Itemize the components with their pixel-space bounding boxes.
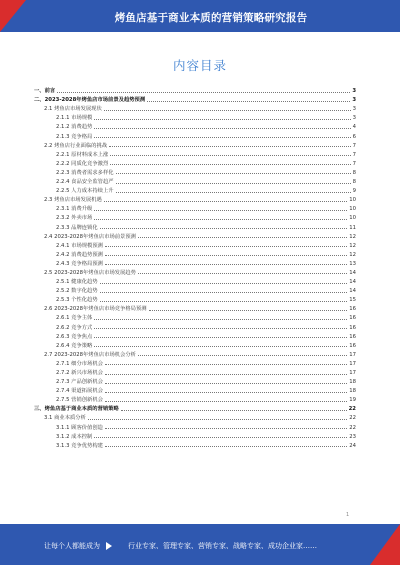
toc-entry-label: 2.4.3 竞争格局预测 [56,260,103,267]
toc-entry-label: 2.6.4 竞争策略 [56,342,93,349]
toc-entry[interactable] [34,294,356,303]
toc-entry[interactable] [34,403,356,412]
toc-entry-label: 3.1.1 顾客价值创造 [56,424,103,431]
toc-dot-leader [94,437,347,438]
toc-dot-leader [104,201,347,202]
page-header [0,0,400,32]
toc-entry-label: 2.1.3 竞争格局 [56,133,93,140]
toc-entry-label: 2.2.4 食品安全监管趋严 [56,179,114,186]
toc-entry-page: 22 [348,406,356,413]
toc-dot-leader [105,446,347,447]
toc-entry-page: 10 [349,206,356,213]
toc-dot-leader [138,273,347,274]
toc-entry[interactable] [34,331,356,340]
toc-entry-page: 16 [349,342,356,349]
toc-entry-page: 12 [349,251,356,258]
toc-entry-label: 2.7.4 渠道拓展机会 [56,388,103,395]
toc-entry[interactable] [34,312,356,321]
toc-entry-page: 12 [349,242,356,249]
toc-entry-label: 2.7.3 产品创新机会 [56,379,103,386]
toc-entry-label: 二、2023-2028年烤鱼店市场前景及趋势预测 [34,97,146,104]
toc-entry-page: 3 [352,115,356,122]
report-title: 烤鱼店基于商业本质的营销策略研究报告 [114,12,308,24]
toc-entry-label: 2.4 2023-2028年烤鱼店市场前景预测 [44,233,136,240]
toc-entry[interactable] [34,258,356,267]
toc-entry[interactable] [34,194,356,203]
toc-entry-page: 9 [352,188,356,195]
toc-dot-leader [105,428,347,429]
toc-dot-leader [105,374,347,375]
toc-dot-leader [94,346,347,347]
toc-entry[interactable] [34,303,356,312]
toc-entry-page: 22 [349,424,356,431]
toc-entry[interactable] [34,203,356,212]
toc-entry[interactable] [34,376,356,385]
toc-entry-label: 3.1.2 成本控制 [56,433,93,440]
toc-entry[interactable] [34,176,356,185]
page-footer [0,524,400,565]
toc-entry-label: 2.1 烤鱼店市场发展现状 [44,106,102,113]
toc-dot-leader [121,410,347,411]
toc-dot-leader [138,237,347,238]
toc-entry-label: 2.5.2 数字化趋势 [56,288,98,295]
toc-entry[interactable] [34,267,356,276]
toc-entry-page: 3 [352,106,356,113]
toc-dot-leader [94,328,347,329]
toc-entry-label: 2.7.5 营销创新机会 [56,397,103,404]
toc-dot-leader [104,110,351,111]
toc-dot-leader [105,246,347,247]
toc-entry-label: 三、烤鱼店基于商业本质的营销策略 [34,406,119,413]
toc-entry[interactable] [34,431,356,440]
toc-entry-label: 2.2.5 人力成本持续上升 [56,188,114,195]
toc-dot-leader [94,210,347,211]
toc-entry-page: 22 [349,415,356,422]
toc-entry[interactable] [34,212,356,221]
toc-entry[interactable] [34,185,356,194]
toc-dot-leader [105,392,347,393]
toc-entry-page: 7 [352,151,356,158]
toc-entry-label: 2.4.2 消费趋势预测 [56,251,103,258]
toc-entry-label: 2.6.2 竞争方式 [56,324,93,331]
toc-entry-label: 2.5.1 健康化趋势 [56,279,98,286]
header-red-corner [0,0,26,32]
toc-entry-page: 3 [352,97,356,104]
toc-heading: 内容目录 [172,58,227,73]
toc-entry-page: 16 [349,306,356,313]
toc-entry-label: 3.1.3 竞争优势构建 [56,442,103,449]
toc-entry-page: 23 [349,433,356,440]
toc-entry-label: 2.7.1 细分市场机会 [56,360,103,367]
toc-dot-leader [94,219,347,220]
toc-dot-leader [147,101,350,102]
toc-entry-page: 17 [349,370,356,376]
toc-entry-label: 2.2.1 原材料成本上涨 [56,151,109,158]
footer-slogan-roles: 行业专家、管理专家、营销专家、战略专家、成功企业家…… [128,542,317,550]
toc-entry-label: 2.5 2023-2028年烤鱼店市场发展趋势 [44,269,136,276]
toc-entry-label: 2.2 烤鱼店行业面临的挑战 [44,142,108,149]
toc-dot-leader [88,419,347,420]
toc-entry-page: 14 [349,279,356,286]
toc-entry-page: 19 [349,397,356,404]
toc-entry-label: 2.3.2 外卖市场 [56,215,93,222]
toc-dot-leader [94,137,350,138]
toc-entry[interactable] [34,394,356,403]
toc-entry-label: 2.6.1 竞争主体 [56,315,93,322]
toc-entry-label: 2.2.2 同质化竞争激烈 [56,160,109,167]
toc-entry[interactable] [34,276,356,285]
toc-entry-label: 2.3 烤鱼店市场发展机遇 [44,197,102,204]
toc-entry-label: 2.1.1 市场规模 [56,115,93,122]
footer-slogan-lead: 让每个人都能成为 [44,542,100,550]
toc-entry-label: 2.6 2023-2028年烤鱼店市场竞争格局预测 [44,306,147,313]
toc-dot-leader [116,183,351,184]
toc-entry[interactable] [34,385,356,394]
toc-dot-leader [94,337,347,338]
toc-entry[interactable] [34,85,356,94]
toc-entry[interactable] [34,249,356,258]
toc-dot-leader [116,192,351,193]
toc-dot-leader [94,128,350,129]
toc-entry-page: 10 [349,215,356,222]
footer-red-triangle [370,524,400,565]
arrow-right-icon [106,542,112,550]
toc-entry-page: 18 [349,379,356,386]
toc-entry-page: 15 [349,297,356,304]
footer-slogan [44,541,317,551]
toc-entry[interactable] [34,112,356,121]
toc-entry-page: 13 [349,260,356,267]
toc-entry-page: 17 [349,351,356,358]
toc-entry[interactable] [34,149,356,158]
toc-entry-label: 2.5.3 个性化趋势 [56,297,98,304]
toc-entry-page: 17 [349,360,356,367]
toc-entry-page: 7 [352,160,356,167]
toc-dot-leader [110,164,350,165]
toc-entry-page: 7 [352,142,356,149]
toc-entry[interactable] [34,340,356,349]
toc-entry-label: 2.4.1 市场规模预测 [56,242,103,249]
toc-entry-page: 11 [349,224,356,231]
toc-entry-label: 2.7.2 新兴市场机会 [56,370,103,376]
toc-entry-page: 12 [349,233,356,240]
page-number: 1 [346,512,350,518]
toc-entry-page: 10 [349,197,356,204]
toc-entry[interactable] [34,358,356,367]
toc-dot-leader [105,383,347,384]
toc-entry[interactable] [34,285,356,294]
toc-entry[interactable] [34,158,356,167]
toc-dot-leader [94,319,347,320]
toc-dot-leader [110,155,350,156]
toc-entry-label: 2.2.3 消费者需求多样化 [56,169,114,176]
toc-entry[interactable] [34,367,356,376]
toc-entry[interactable] [34,121,356,130]
toc-entry[interactable] [34,130,356,139]
toc-dot-leader [105,264,347,265]
toc-entry[interactable] [34,412,356,421]
toc-entry[interactable] [34,440,356,449]
toc-dot-leader [57,92,350,93]
toc-dot-leader [116,173,351,174]
toc-entry-label: 2.1.2 消费趋势 [56,124,93,131]
toc-entry-page: 3 [352,88,356,95]
toc-dot-leader [100,292,348,293]
toc-entry-page: 14 [349,269,356,276]
toc-entry-page: 14 [349,288,356,295]
toc-entry-page: 4 [352,124,356,131]
toc-entry-page: 6 [352,133,356,140]
toc-entry-label: 2.3.3 品牌连锁化 [56,224,98,231]
toc-dot-leader [100,228,348,229]
toc-entry[interactable] [34,167,356,176]
toc-dot-leader [138,355,347,356]
toc-entry-page: 8 [352,179,356,186]
toc-entry-page: 8 [352,169,356,176]
toc-entry-label: 3.1 商业本质分析 [44,415,86,422]
toc-entry[interactable] [34,421,356,430]
toc-entry-page: 24 [349,442,356,449]
toc-dot-leader [109,146,351,147]
toc-dot-leader [105,401,347,402]
toc-entry[interactable] [34,349,356,358]
toc-dot-leader [100,283,348,284]
toc-dot-leader [149,310,348,311]
toc-entry[interactable] [34,231,356,240]
toc-entry-label: 一、前言 [34,88,56,95]
toc-entry[interactable] [34,240,356,249]
toc-entry[interactable] [34,140,356,149]
toc-entry-page: 16 [349,333,356,340]
toc-entry-label: 2.7 2023-2028年烤鱼店市场机会分析 [44,351,136,358]
toc-dot-leader [105,364,347,365]
toc-entry[interactable] [34,321,356,330]
toc-entry-page: 16 [349,315,356,322]
toc-entry-page: 16 [349,324,356,331]
toc-dot-leader [100,301,348,302]
toc-entry-page: 18 [349,388,356,395]
toc-entry-label: 2.6.3 竞争焦点 [56,333,93,340]
toc-entry[interactable] [34,94,356,103]
toc-dot-leader [105,255,347,256]
table-of-contents [34,85,356,449]
toc-dot-leader [94,119,350,120]
toc-entry-label: 2.3.1 消费升级 [56,206,93,213]
toc-entry[interactable] [34,103,356,112]
toc-entry[interactable] [34,221,356,230]
